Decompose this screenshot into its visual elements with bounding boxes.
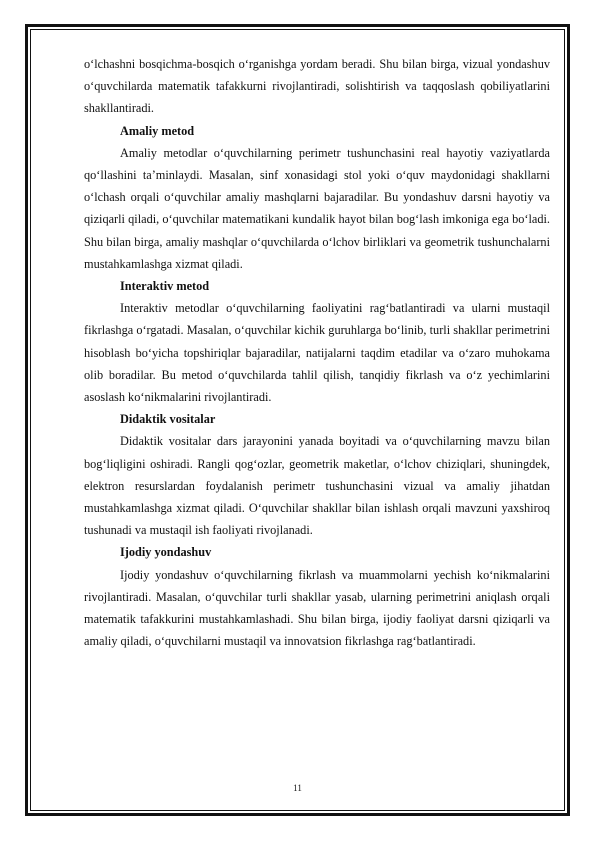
page-number: 11 xyxy=(293,783,302,793)
section-heading-interaktiv-metod: Interaktiv metod xyxy=(120,279,210,294)
section-paragraph-amaliy-metod: Amaliy metodlar o‘quvchilarning perimetr tushunchasini real hayotiy vaziyatlarda qo‘llashini ta’minlaydi. Masalan, sinf xonasidagi stol yoki o‘quv maydonidagi shakllarni o‘lchash orqali o‘quvchilar amaliy mashqlarni bajaradilar. Bu yondashuv darsni hayotiy va qiziqarli qiladi, o‘quvchilar matematikani kundalik hayot bilan bog‘lash imkoniga ega bo‘ladi. Shu bilan birga, amaliy mashqlar o‘quvchilarda o‘lchov birliklari va geometrik tushunchalarni mustahkamlashga xizmat qiladi. xyxy=(84,145,550,271)
page-content xyxy=(84,53,550,652)
section-paragraph-didaktik-vositalar: Didaktik vositalar dars jarayonini yanada boyitadi va o‘quvchilarning mavzu bilan bog‘liqligini oshiradi. Rangli qog‘ozlar, geometrik maketlar, o‘lchov chiziqlari, shuningdek, elektron resurslardan foydalanish perimetr tushunchasini vizual va amaliy jihatdan mustahkamlashga xizmat qiladi. O‘quvchilar shakllar bilan ishlash orqali mavzuni yaxshiroq tushunadi va mustaqil ish faoliyati rivojlanadi. xyxy=(84,434,550,538)
intro-paragraph: o‘lchashni bosqichma-bosqich o‘rganishga yordam beradi. Shu bilan birga, vizual yondashuv o‘quvchilarda matematik tafakkurni rivojlantiradi, solishtirish va taqqoslash qobiliyatlarini shakllantiradi. xyxy=(84,57,550,116)
section-paragraph-ijodiy-yondashuv: Ijodiy yondashuv o‘quvchilarning fikrlash va muammolarni yechish ko‘nikmalarini rivojlantiradi. Masalan, o‘quvchilar turli shakllar yasab, ularning perimetrini aniqlash orqali matematik tafakkurini mustahkamlashadi. Shu bilan birga, ijodiy faoliyat darsni qiziqarli va amaliy qiladi, o‘quvchilarni mustaqil va innovatsion fikrlashga rag‘batlantiradi. xyxy=(84,567,550,649)
section-heading-ijodiy-yondashuv: Ijodiy yondashuv xyxy=(120,545,212,560)
section-heading-didaktik-vositalar: Didaktik vositalar xyxy=(120,412,216,427)
section-heading-amaliy-metod: Amaliy metod xyxy=(120,123,195,138)
section-paragraph-interaktiv-metod: Interaktiv metodlar o‘quvchilarning faoliyatini rag‘batlantiradi va ularni mustaqil fikrlashga o‘rgatadi. Masalan, o‘quvchilar kichik guruhlarga bo‘linib, turli shakllar perimetrini hisoblash bo‘yicha topshiriqlar bajaradilar, natijalarni taqdim etadilar va o‘zaro muhokama olib boradilar. Bu metod o‘quvchilarda tahlil qilish, tanqidiy fikrlash va o‘z yechimlarini asoslash ko‘nikmalarini rivojlantiradi. xyxy=(84,301,550,405)
